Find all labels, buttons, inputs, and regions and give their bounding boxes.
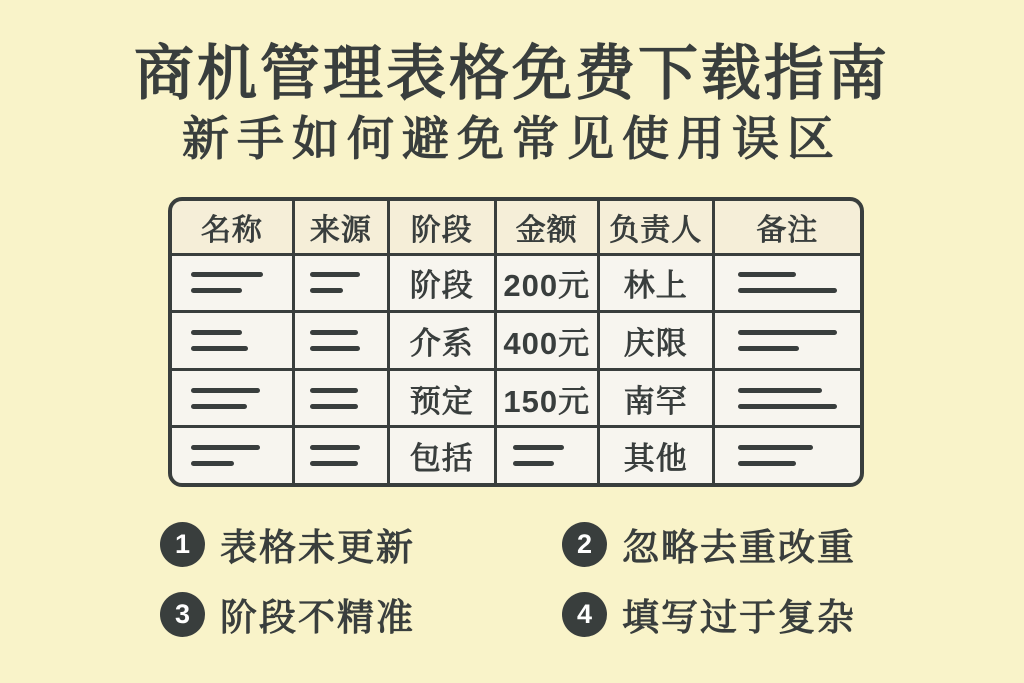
cell-source-row3 xyxy=(295,371,387,426)
header-label: 名称 xyxy=(200,213,263,247)
cell-stage-row4 xyxy=(390,428,494,483)
cell-value: 介系 xyxy=(409,326,474,362)
header-cell-amount xyxy=(497,201,597,253)
tip-number: 3 xyxy=(174,598,191,629)
tip-number-badge xyxy=(160,592,205,637)
cell-amount-row2 xyxy=(497,313,597,368)
header-cell-stage xyxy=(390,201,494,253)
placeholder-dashes xyxy=(738,445,837,466)
header-cell-notes xyxy=(715,201,860,253)
cell-stage-row3 xyxy=(390,371,494,426)
placeholder-line xyxy=(310,330,359,335)
placeholder-line xyxy=(513,461,554,466)
cell-owner-row1 xyxy=(600,256,712,311)
cell-value: 庆限 xyxy=(623,326,688,362)
header-cell-name xyxy=(172,201,292,253)
tip-number: 1 xyxy=(174,528,191,559)
cell-notes-row1 xyxy=(715,256,860,311)
cell-value: 其他 xyxy=(623,441,688,477)
cell-source-row4 xyxy=(295,428,387,483)
tip-label: 忽略去重改重 xyxy=(622,527,856,568)
cell-value: 150元 xyxy=(503,383,591,419)
placeholder-dashes xyxy=(191,445,272,466)
placeholder-dashes xyxy=(310,445,373,466)
tip-item-2 xyxy=(562,521,880,567)
placeholder-dashes xyxy=(310,272,373,293)
header-label: 负责人 xyxy=(609,213,703,247)
placeholder-dashes xyxy=(738,388,837,409)
placeholder-dashes xyxy=(738,330,837,351)
cell-name-row4 xyxy=(172,428,292,483)
cell-notes-row4 xyxy=(715,428,860,483)
placeholder-line xyxy=(310,388,359,393)
placeholder-dashes xyxy=(191,388,272,409)
cell-amount-row4 xyxy=(497,428,597,483)
header-label: 备注 xyxy=(756,213,819,247)
placeholder-dashes xyxy=(513,445,581,466)
cell-amount-row3 xyxy=(497,371,597,426)
placeholder-line xyxy=(310,445,361,450)
cell-name-row2 xyxy=(172,313,292,368)
cell-source-row2 xyxy=(295,313,387,368)
placeholder-line xyxy=(191,445,260,450)
header-cell-owner xyxy=(600,201,712,253)
cell-notes-row2 xyxy=(715,313,860,368)
placeholder-line xyxy=(310,346,361,351)
page-subtitle: 新手如何避免常见使用误区 xyxy=(182,112,842,165)
placeholder-line xyxy=(738,388,822,393)
tip-label: 表格未更新 xyxy=(220,527,415,568)
cell-name-row1 xyxy=(172,256,292,311)
placeholder-dashes xyxy=(738,272,837,293)
placeholder-line xyxy=(191,461,234,466)
placeholder-line xyxy=(191,388,260,393)
placeholder-line xyxy=(191,404,247,409)
tips-list xyxy=(160,521,880,637)
tip-number: 4 xyxy=(576,598,593,629)
placeholder-line xyxy=(738,288,837,293)
placeholder-line xyxy=(513,445,564,450)
cell-source-row1 xyxy=(295,256,387,311)
placeholder-line xyxy=(191,272,263,277)
placeholder-line xyxy=(738,404,837,409)
tip-number-badge xyxy=(562,592,607,637)
placeholder-line xyxy=(738,272,796,277)
opportunity-table xyxy=(168,197,864,487)
cell-notes-row3 xyxy=(715,371,860,426)
tip-item-4 xyxy=(562,591,880,637)
placeholder-line xyxy=(191,346,248,351)
cell-value: 预定 xyxy=(409,383,474,419)
header-label: 来源 xyxy=(309,213,372,247)
placeholder-dashes xyxy=(310,388,373,409)
cell-value: 林上 xyxy=(623,268,688,304)
header-label: 金额 xyxy=(515,213,578,247)
table-grid xyxy=(172,201,860,483)
placeholder-line xyxy=(738,330,837,335)
tip-number-badge xyxy=(160,522,205,567)
cell-value: 阶段 xyxy=(409,268,474,304)
placeholder-line xyxy=(738,445,813,450)
cell-name-row3 xyxy=(172,371,292,426)
tip-label: 阶段不精准 xyxy=(220,597,415,638)
placeholder-line xyxy=(191,288,241,293)
cell-value: 400元 xyxy=(503,326,591,362)
tip-label: 填写过于复杂 xyxy=(622,597,856,638)
header-cell-source xyxy=(295,201,387,253)
cell-value: 200元 xyxy=(503,268,591,304)
placeholder-line xyxy=(738,461,796,466)
header-label: 阶段 xyxy=(410,213,473,247)
placeholder-line xyxy=(310,404,359,409)
page-title: 商机管理表格免费下载指南 xyxy=(134,40,890,107)
cell-owner-row2 xyxy=(600,313,712,368)
placeholder-line xyxy=(310,461,359,466)
placeholder-line xyxy=(310,272,361,277)
cell-owner-row4 xyxy=(600,428,712,483)
cell-amount-row1 xyxy=(497,256,597,311)
tip-number-badge xyxy=(562,522,607,567)
placeholder-line xyxy=(191,330,242,335)
placeholder-dashes xyxy=(191,330,272,351)
tip-item-3 xyxy=(160,591,562,637)
placeholder-dashes xyxy=(310,330,373,351)
tip-item-1 xyxy=(160,521,562,567)
tip-number: 2 xyxy=(576,528,593,559)
placeholder-dashes xyxy=(191,272,272,293)
placeholder-line xyxy=(738,346,799,351)
cell-value: 南罕 xyxy=(623,383,688,419)
cell-stage-row1 xyxy=(390,256,494,311)
placeholder-line xyxy=(310,288,343,293)
cell-owner-row3 xyxy=(600,371,712,426)
cell-value: 包括 xyxy=(409,441,474,477)
cell-stage-row2 xyxy=(390,313,494,368)
